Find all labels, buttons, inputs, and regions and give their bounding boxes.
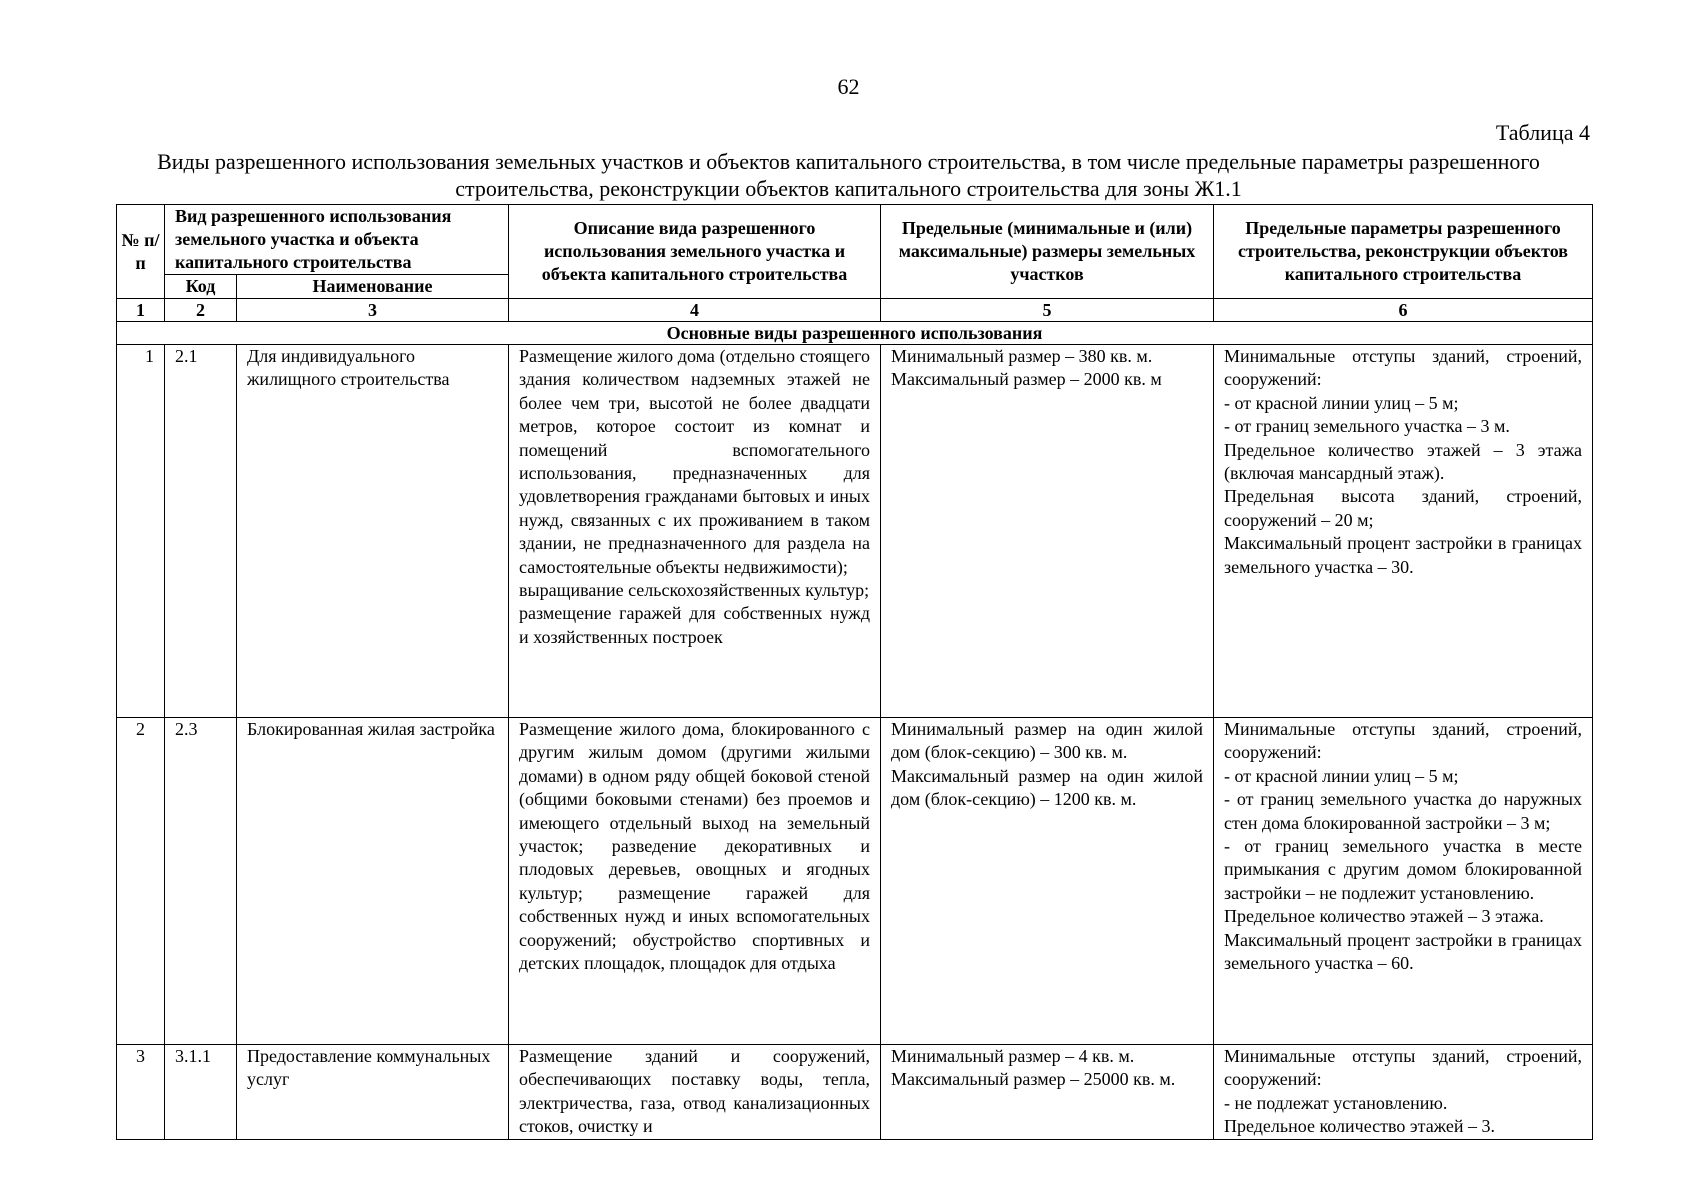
zoning-table: [116, 204, 1593, 1140]
header-code: Код: [165, 275, 237, 299]
row-name: Блокированная жилая застройка: [237, 718, 509, 1045]
row-number: 1: [117, 345, 165, 718]
column-number: 4: [509, 299, 881, 322]
row-sizes: [881, 718, 1214, 1045]
param-line: Максимальный процент застройки в границах земельного участка – 60.: [1224, 929, 1583, 974]
size-line: Максимальный размер – 2000 кв. м: [891, 369, 1162, 390]
size-line: Минимальный размер – 4 кв. м.: [891, 1046, 1135, 1066]
row-description: [509, 345, 881, 718]
param-line: Предельное количество этажей – 3.: [1224, 1116, 1495, 1137]
description-line: Размещение зданий и сооружений, обеспечивающих поставку воды, тепла, электричества, газа, отвод канализационных стоков, очистку и: [519, 1046, 871, 1137]
table-row: [117, 1045, 1593, 1140]
column-number: 3: [237, 299, 509, 322]
description-line: размещение гаражей для собственных нужд и хозяйственных построек: [519, 603, 871, 647]
size-line: Минимальный размер на один жилой дом (блок-секцию) – 300 кв. м.: [891, 719, 1204, 763]
param-line: Максимальный процент застройки в границах земельного участка – 30.: [1224, 533, 1583, 577]
column-number: 6: [1214, 299, 1593, 322]
param-line: Минимальные отступы зданий, строений, сооружений:: [1224, 1046, 1583, 1090]
column-number: 1: [117, 299, 165, 322]
param-line: Предельное количество этажей – 3 этажа (включая мансардный этаж).: [1224, 439, 1583, 484]
row-name: Для индивидуального жилищного строительства: [237, 345, 509, 718]
row-params: [1214, 345, 1593, 718]
column-number: 5: [881, 299, 1214, 322]
column-number: 2: [165, 299, 237, 322]
table-label: Таблица 4: [1495, 120, 1590, 145]
row-description: [509, 718, 881, 1045]
page-number: 62: [837, 74, 860, 99]
row-params: [1214, 718, 1593, 1045]
header-num: № п/п: [117, 205, 165, 299]
header-description: Описание вида разрешенного использования земельного участка и объекта капитального строительства: [509, 205, 881, 299]
param-line: - не подлежат установлению.: [1224, 1092, 1448, 1113]
param-line: Предельная высота зданий, строений, сооружений – 20 м;: [1224, 486, 1583, 530]
row-params: [1214, 1045, 1593, 1140]
row-code: 3.1.1: [165, 1045, 237, 1140]
row-sizes: [881, 1045, 1214, 1140]
param-line: - от границ земельного участка в месте примыкания с другим домом блокированной застройки – не подлежит установлению.: [1224, 836, 1583, 903]
size-line: Максимальный размер на один жилой дом (блок-секцию) – 1200 кв. м.: [891, 765, 1204, 810]
section-title: Основные виды разрешенного использования: [117, 322, 1593, 345]
param-line: Минимальные отступы зданий, строений, сооружений:: [1224, 346, 1583, 390]
param-line: - от красной линии улиц – 5 м;: [1224, 392, 1459, 413]
header-sizes: Предельные (минимальные и (или) максимальные) размеры земельных участков: [881, 205, 1214, 299]
param-line: Предельное количество этажей – 3 этажа.: [1224, 906, 1544, 927]
header-name: Наименование: [237, 275, 509, 299]
param-line: - от границ земельного участка до наружных стен дома блокированной застройки – 3 м;: [1224, 789, 1583, 833]
param-line: - от красной линии улиц – 5 м;: [1224, 765, 1459, 786]
description-line: выращивание сельскохозяйственных культур;: [519, 580, 870, 601]
row-description: [509, 1045, 881, 1140]
table-title: Виды разрешенного использования земельных участков и объектов капитального строительства, в том числе предельные параметры разрешенного строительства, реконструкции объектов капитального строительства для зоны Ж1.1: [157, 149, 1540, 201]
row-code: 2.1: [165, 345, 237, 718]
description-line: Размещение жилого дома, блокированного с другим жилым домом (другими жилыми домами) в одном ряду общей боковой стеной (общими боковыми стенами) без проемов и имеющего отдельный выход на земельный участок; разведение декоративных и плодовых деревьев, овощных и ягодных культур; размещение гаражей для собственных нужд и иных вспомогательных сооружений; обустройство спортивных и детских площадок, площадок для отдыха: [519, 719, 871, 974]
size-line: Минимальный размер – 380 кв. м.: [891, 346, 1153, 366]
row-number: 3: [117, 1045, 165, 1140]
table-row: [117, 345, 1593, 718]
row-sizes: [881, 345, 1214, 718]
param-line: - от границ земельного участка – 3 м.: [1224, 416, 1510, 437]
table-row: [117, 718, 1593, 1045]
header-params: Предельные параметры разрешенного строительства, реконструкции объектов капитального строительства: [1214, 205, 1593, 299]
row-name: Предоставление коммунальных услуг: [237, 1045, 509, 1140]
size-line: Максимальный размер – 25000 кв. м.: [891, 1069, 1176, 1090]
description-line: Размещение жилого дома (отдельно стоящего здания количеством надземных этажей не более чем три, высотой не более двадцати метров, которое состоит из комнат и помещений вспомогательного использования, предназначенных для удовлетворения гражданами бытовых и иных нужд, связанных с их проживанием в таком здании, не предназначенного для раздела на самостоятельные объекты недвижимости);: [519, 346, 871, 577]
header-kind-group: Вид разрешенного использования земельного участка и объекта капитального строительства: [165, 205, 509, 275]
param-line: Минимальные отступы зданий, строений, сооружений:: [1224, 719, 1583, 763]
row-number: 2: [117, 718, 165, 1045]
row-code: 2.3: [165, 718, 237, 1045]
